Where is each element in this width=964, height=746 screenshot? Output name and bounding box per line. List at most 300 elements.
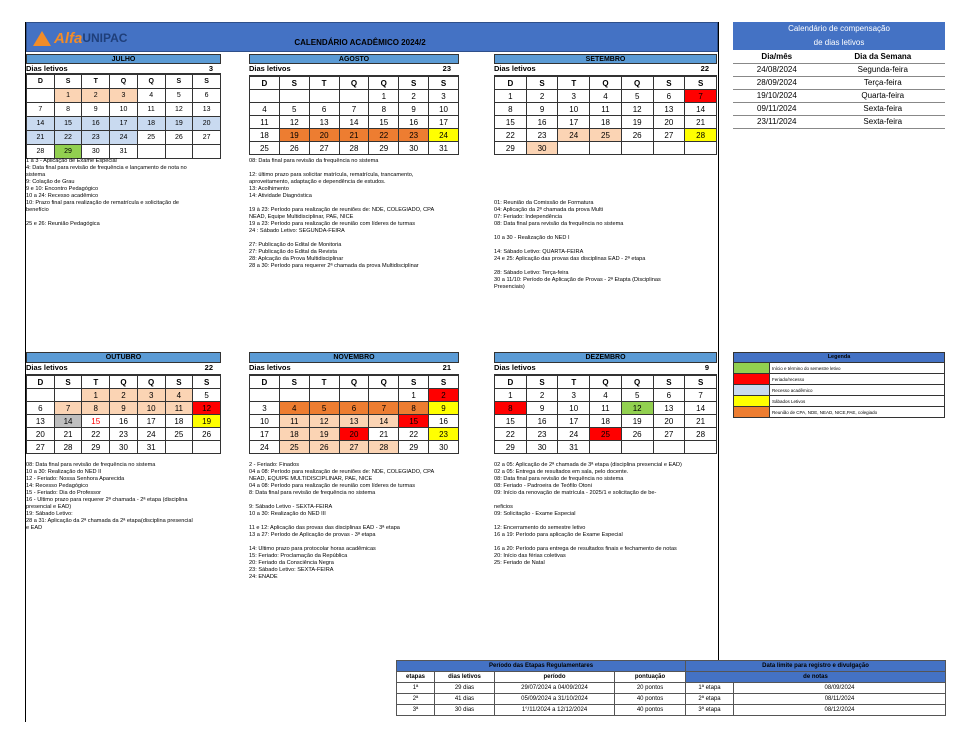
- legenda-swatch: [734, 385, 770, 395]
- calendar-day: 29: [495, 441, 527, 454]
- dias-letivos-count: 3: [208, 64, 213, 73]
- legenda-label: Feriado/recesso: [772, 376, 805, 382]
- calendar-day: [54, 389, 82, 402]
- calendar-day: [590, 142, 622, 155]
- note-line: 01: Reunião da Comissão de Formatura: [494, 200, 594, 206]
- weekday-header: T: [82, 376, 110, 389]
- note-line: 10 a 30 - Realização do NED I: [494, 235, 570, 241]
- calendar-day: 19: [193, 415, 221, 428]
- calendar-day: 16: [399, 116, 429, 129]
- calendar-day: 20: [27, 428, 55, 441]
- calendar-day: [653, 142, 685, 155]
- note-line: 08: Data final para revisão de frequência no sistema: [494, 476, 624, 482]
- month-header-julho: JULHO: [26, 54, 221, 64]
- calendar-day: 21: [685, 415, 717, 428]
- legenda-title: Legenda: [734, 353, 944, 362]
- calendar-day: 1: [82, 389, 110, 402]
- dias-letivos-count: 21: [442, 363, 451, 372]
- calendar-day: 12: [165, 103, 193, 117]
- calendar-day: 27: [193, 131, 221, 145]
- weekday-header: S: [429, 376, 459, 389]
- calendar-day: 1: [399, 389, 429, 402]
- calendar-day: 26: [621, 129, 653, 142]
- note-line: 15: Feriado: Proclamação da República: [249, 553, 348, 559]
- calendar-day: 21: [685, 116, 717, 129]
- calendar-day: 15: [495, 415, 527, 428]
- calendar-day: 15: [399, 415, 429, 428]
- calendar-day: 8: [369, 103, 399, 116]
- calendar-day: 14: [369, 415, 399, 428]
- weekday-header: S: [165, 75, 193, 89]
- calendar-day: 16: [526, 116, 558, 129]
- calendar-day: 8: [54, 103, 82, 117]
- calendar-day: 22: [82, 428, 110, 441]
- note-line: 09: Solicitação - Exame Especial: [494, 511, 576, 517]
- calendar-day: 28: [369, 441, 399, 454]
- note-line: 4: Data final para revisão de frequência e lançamento de nota no: [26, 165, 187, 171]
- periodo-cell: 3ª: [397, 705, 435, 716]
- periodo-cell: 40 pontos: [615, 705, 686, 716]
- periodo-cell: 2ª: [397, 694, 435, 705]
- calendar-day: 5: [621, 389, 653, 402]
- calendar-day: 27: [309, 142, 339, 155]
- note-line: 10 a 30: Realização do NED III: [249, 511, 326, 517]
- calendar-day: 22: [495, 428, 527, 441]
- calendar-day: 20: [653, 116, 685, 129]
- note-line: 11 e 12: Aplicação das provas das disciplinas EAD - 3ª etapa: [249, 525, 400, 531]
- header-band: [26, 22, 718, 52]
- calendar-day: 2: [526, 90, 558, 103]
- calendar-day: 25: [250, 142, 280, 155]
- note-line: 14: Último prazo para protocolar horas acadêmicas: [249, 546, 376, 552]
- calendar-day: 30: [526, 142, 558, 155]
- note-line: 9 e 10: Encontro Pedagógico: [26, 186, 99, 192]
- note-line: 04 a 08: Período para realização de reunião com líderes de turmas: [249, 483, 416, 489]
- right-border: [718, 22, 719, 660]
- periodo-col-header: dias letivos: [435, 672, 495, 683]
- dias-letivos-row-outubro: [26, 363, 221, 375]
- calendar-day: 17: [429, 116, 459, 129]
- weekday-header: S: [399, 77, 429, 90]
- calendar-day: 21: [339, 129, 369, 142]
- periodo-cell: 41 dias: [435, 694, 495, 705]
- note-line: 28: Aplcação da Prova Multidisciplinar: [249, 256, 344, 262]
- weekday-header: Q: [137, 376, 165, 389]
- note-line: 13: Acolhimento: [249, 186, 289, 192]
- legenda-label: Reunião de CPA, NDE, NEAD, NICE,PAE, colegiado: [772, 409, 878, 415]
- compensacao-title-2: de dias letivos: [733, 36, 945, 50]
- calendar-day: [193, 145, 221, 159]
- calendar-day: 5: [165, 89, 193, 103]
- calendar-day: [339, 90, 369, 103]
- weekday-header: S: [685, 77, 717, 90]
- note-line: [494, 193, 717, 200]
- calendar-day: 28: [685, 129, 717, 142]
- note-line: 2 - Feriado: Finados: [249, 462, 300, 468]
- periodo-col-header: período: [495, 672, 615, 683]
- compensacao-col-dia: Dia/mês: [733, 50, 821, 63]
- note-line: 14: Recesso Pedagógico: [26, 483, 89, 489]
- logo-triangle-icon: [33, 31, 51, 46]
- calendar-day: 11: [590, 402, 622, 415]
- note-line: 16 a 20: Período para entrega de resultados finais e fechamento de notas: [494, 546, 677, 552]
- calendar-day: 11: [250, 116, 280, 129]
- calendar-day: 3: [137, 389, 165, 402]
- month-header-setembro: SETEMBRO: [494, 54, 717, 64]
- calendar-day: 18: [250, 129, 280, 142]
- calendar-day: 21: [369, 428, 399, 441]
- compensacao-weekday: Terça-feira: [821, 76, 945, 89]
- note-line: [249, 539, 474, 546]
- calendar-day: 24: [429, 129, 459, 142]
- note-line: 23: Sábado Letivo: SEXTA-FEIRA: [249, 567, 334, 573]
- periodo-cell: 40 pontos: [615, 694, 686, 705]
- legenda-item: [734, 406, 944, 417]
- calendar-day: 15: [82, 415, 110, 428]
- note-line: [494, 497, 717, 504]
- calendar-day: 12: [309, 415, 339, 428]
- calendar-day: [339, 389, 369, 402]
- calendar-day: 19: [279, 129, 309, 142]
- note-line: [494, 228, 717, 235]
- note-line: 27: Publicação do Edital de Monitoria: [249, 242, 342, 248]
- calendar-day: 1: [495, 90, 527, 103]
- dias-letivos-count: 23: [442, 64, 451, 73]
- calendar-day: [309, 90, 339, 103]
- note-line: NEAD, Equipe Multidisciplinar, PAE, NICE: [249, 214, 354, 220]
- weekday-header: T: [309, 77, 339, 90]
- calendar-day: 30: [110, 441, 138, 454]
- weekday-header: S: [653, 77, 685, 90]
- note-line: 28 a 31: Aplicação da 2ª chamada da 2ª etapa(disciplina presencial: [26, 518, 193, 524]
- weekday-header: D: [27, 75, 55, 89]
- calendar-day: 20: [653, 415, 685, 428]
- dias-letivos-label: Dias letivos: [249, 363, 291, 372]
- calendar-setembro: [494, 76, 717, 155]
- note-line: 08: Data final para revisão da frequência no sistema: [494, 221, 624, 227]
- calendar-julho: [26, 74, 221, 159]
- weekday-header: D: [250, 376, 280, 389]
- calendar-day: 12: [193, 402, 221, 415]
- note-line: Presenciais): [494, 284, 525, 290]
- calendar-day: 13: [193, 103, 221, 117]
- weekday-header: Q: [110, 75, 138, 89]
- calendar-day: [590, 441, 622, 454]
- weekday-header: Q: [369, 376, 399, 389]
- calendar-day: 11: [165, 402, 193, 415]
- calendar-day: 8: [82, 402, 110, 415]
- compensacao-date: 24/08/2024: [733, 63, 821, 76]
- note-line: 09: Início da renovação de matrícula - 2025/1 e solicitação de be-: [494, 490, 657, 496]
- weekday-header: T: [309, 376, 339, 389]
- note-line: 02 a 05: Entrega de resultados em sala, pelo docente.: [494, 469, 629, 475]
- calendar-day: 28: [685, 428, 717, 441]
- dias-letivos-row-agosto: [249, 64, 459, 76]
- notas-limite-table: [685, 660, 946, 716]
- calendar-day: 3: [558, 90, 590, 103]
- calendar-day: [137, 145, 165, 159]
- note-line: 20: Feriado da Consciência Negra: [249, 560, 334, 566]
- legenda-swatch: [734, 396, 770, 406]
- calendar-day: 2: [526, 389, 558, 402]
- weekday-header: S: [526, 376, 558, 389]
- dias-letivos-count: 22: [700, 64, 709, 73]
- calendar-day: 8: [495, 402, 527, 415]
- calendar-day: 31: [137, 441, 165, 454]
- calendar-day: 19: [309, 428, 339, 441]
- note-line: 9: Sábado Letivo - SEXTA-FEIRA: [249, 504, 333, 510]
- calendar-day: 25: [590, 428, 622, 441]
- calendar-agosto: [249, 76, 459, 155]
- calendar-day: 10: [110, 103, 138, 117]
- note-line: [249, 497, 474, 504]
- left-border: [25, 22, 26, 722]
- note-line: 8: Data final para revisão de frequência no sistema: [249, 490, 376, 496]
- calendar-day: 4: [590, 90, 622, 103]
- notes-outubro: [26, 462, 251, 532]
- calendar-day: 24: [250, 441, 280, 454]
- calendar-day: 23: [399, 129, 429, 142]
- note-line: 12: último prazo para solicitar matrícula, rematrícula, trancamento,: [249, 172, 414, 178]
- calendar-day: 29: [54, 145, 82, 159]
- note-line: 28 a 30: Período para requerer 2ª chamada da prova Multidisciplinar: [249, 263, 419, 269]
- dias-letivos-label: Dias letivos: [26, 64, 68, 73]
- compensacao-date: 28/09/2024: [733, 76, 821, 89]
- calendar-day: 23: [110, 428, 138, 441]
- compensacao-panel: [733, 22, 945, 129]
- note-line: 07: Feriado: Independência: [494, 214, 563, 220]
- month-header-novembro: NOVEMBRO: [249, 352, 459, 363]
- calendar-day: 31: [558, 441, 590, 454]
- note-line: 28: Sábado Letivo: Terça-feira: [494, 270, 569, 276]
- periodo-title: Período das Etapas Regulamentares: [397, 661, 686, 672]
- logo-unipac: UNIPAC: [82, 31, 128, 45]
- page-title: CALENDÁRIO ACADÊMICO 2024/2: [294, 38, 426, 47]
- notas-limite-title-2: de notas: [686, 672, 946, 683]
- weekday-header: T: [558, 376, 590, 389]
- calendar-day: 14: [685, 402, 717, 415]
- calendar-day: [279, 389, 309, 402]
- weekday-header: T: [82, 75, 110, 89]
- calendar-day: 17: [137, 415, 165, 428]
- calendar-day: 22: [495, 129, 527, 142]
- calendar-day: 9: [526, 103, 558, 116]
- note-line: [249, 235, 474, 242]
- calendar-day: 19: [621, 415, 653, 428]
- calendar-day: 13: [653, 103, 685, 116]
- calendar-day: 24: [558, 129, 590, 142]
- calendar-day: 26: [165, 131, 193, 145]
- calendar-day: 4: [137, 89, 165, 103]
- legenda-item: [734, 384, 944, 395]
- month-header-outubro: OUTUBRO: [26, 352, 221, 363]
- dias-letivos-row-julho: [26, 64, 221, 74]
- note-line: [249, 518, 474, 525]
- note-line: 24 e 25: Aplicação das provas das disciplinas EAD - 2ª etapa: [494, 256, 646, 262]
- calendar-day: 4: [165, 389, 193, 402]
- calendar-day: 7: [369, 402, 399, 415]
- calendar-day: 13: [27, 415, 55, 428]
- calendar-day: 10: [137, 402, 165, 415]
- calendar-day: 28: [54, 441, 82, 454]
- periodo-col-header: etapas: [397, 672, 435, 683]
- note-line: 19 à 23: Período para realização de reuniões de: NDE, COLEGIADO, CPA: [249, 207, 435, 213]
- calendar-day: 15: [495, 116, 527, 129]
- calendar-day: 7: [27, 103, 55, 117]
- legenda-label: Início e término do semestre letivo: [772, 365, 841, 371]
- calendar-day: [165, 145, 193, 159]
- note-line: 15 - Feriado: Dia do Professor: [26, 490, 101, 496]
- weekday-header: Q: [369, 77, 399, 90]
- calendar-day: 6: [653, 90, 685, 103]
- weekday-header: S: [193, 376, 221, 389]
- calendar-day: 22: [369, 129, 399, 142]
- calendar-day: 10: [558, 402, 590, 415]
- note-line: 14: Sábado Letivo: QUARTA-FEIRA: [494, 249, 584, 255]
- calendar-day: 14: [339, 116, 369, 129]
- notas-limite-cell: 1ª etapa: [686, 683, 734, 694]
- note-line: [26, 214, 251, 221]
- calendar-day: 30: [429, 441, 459, 454]
- legenda-item: [734, 362, 944, 373]
- notas-limite-cell: 08/09/2024: [734, 683, 946, 694]
- notas-limite-cell: 3ª etapa: [686, 705, 734, 716]
- calendar-day: 9: [110, 402, 138, 415]
- calendar-day: 23: [526, 428, 558, 441]
- calendar-day: 18: [165, 415, 193, 428]
- calendar-day: 13: [309, 116, 339, 129]
- calendar-day: [685, 441, 717, 454]
- calendar-day: 27: [27, 441, 55, 454]
- month-header-agosto: AGOSTO: [249, 54, 459, 64]
- note-line: [494, 242, 717, 249]
- legenda-swatch: [734, 407, 770, 417]
- periodo-table: [396, 660, 686, 716]
- calendar-day: 24: [110, 131, 138, 145]
- month-header-dezembro: DEZEMBRO: [494, 352, 717, 363]
- calendar-day: 29: [495, 142, 527, 155]
- calendar-day: 1: [495, 389, 527, 402]
- calendar-day: 6: [653, 389, 685, 402]
- note-line: 04: Aplicação da 2ª chamada da prova Multi: [494, 207, 604, 213]
- calendar-day: 9: [82, 103, 110, 117]
- calendar-day: 5: [193, 389, 221, 402]
- calendar-day: 21: [54, 428, 82, 441]
- calendar-day: 11: [137, 103, 165, 117]
- note-line: [494, 186, 717, 193]
- weekday-header: Q: [339, 376, 369, 389]
- calendar-day: 2: [429, 389, 459, 402]
- calendar-day: [653, 441, 685, 454]
- calendar-day: [250, 90, 280, 103]
- calendar-day: [27, 89, 55, 103]
- legenda-label: Sábados Letivos: [772, 398, 806, 404]
- dias-letivos-row-setembro: [494, 64, 717, 76]
- calendar-day: 23: [82, 131, 110, 145]
- legenda-swatch: [734, 374, 770, 384]
- calendar-day: 31: [429, 142, 459, 155]
- calendar-day: [621, 142, 653, 155]
- calendar-day: 14: [54, 415, 82, 428]
- calendar-day: 12: [279, 116, 309, 129]
- calendar-day: 20: [193, 117, 221, 131]
- legenda-swatch: [734, 363, 770, 373]
- calendar-day: 19: [621, 116, 653, 129]
- calendar-day: 18: [590, 116, 622, 129]
- calendar-day: 7: [685, 389, 717, 402]
- calendar-day: 19: [165, 117, 193, 131]
- calendar-day: 4: [250, 103, 280, 116]
- calendar-day: [621, 441, 653, 454]
- note-line: 08: Data final para revisão de frequência no sistema: [26, 462, 156, 468]
- periodo-cell: 29 dias: [435, 683, 495, 694]
- legenda-label: Recesso acadêmico: [772, 387, 813, 393]
- note-line: [249, 200, 474, 207]
- calendar-day: [369, 389, 399, 402]
- calendar-day: 7: [54, 402, 82, 415]
- dias-letivos-row-novembro: [249, 363, 459, 375]
- note-line: 12 - Feriado: Nossa Senhora Aparecida: [26, 476, 125, 482]
- note-line: 27: Publicação do Edital da Revista: [249, 249, 338, 255]
- weekday-header: D: [27, 376, 55, 389]
- compensacao-weekday: Sexta-feira: [821, 102, 945, 115]
- notes-novembro: [249, 462, 474, 581]
- periodo-cell: 1°/11/2024 a 12/12/2024: [495, 705, 615, 716]
- notas-limite-title-1: Data limite para registro e divulgação: [686, 661, 946, 672]
- notas-limite-cell: 08/11/2024: [734, 694, 946, 705]
- calendar-day: 27: [653, 129, 685, 142]
- weekday-header: D: [250, 77, 280, 90]
- calendar-day: 27: [339, 441, 369, 454]
- note-line: 16 - Último prazo para requerer 2ª chamada - 2ª etapa (disciplina: [26, 497, 188, 503]
- note-line: 24 : Sábado Letivo: SEGUNDA-FEIRA: [249, 228, 345, 234]
- calendar-day: 26: [621, 428, 653, 441]
- calendar-day: 14: [685, 103, 717, 116]
- calendar-day: 17: [558, 415, 590, 428]
- calendar-day: [309, 389, 339, 402]
- weekday-header: S: [429, 77, 459, 90]
- calendar-day: 18: [279, 428, 309, 441]
- calendar-day: 6: [193, 89, 221, 103]
- calendar-day: 28: [27, 145, 55, 159]
- weekday-header: S: [54, 75, 82, 89]
- note-line: [494, 263, 717, 270]
- calendar-day: 29: [82, 441, 110, 454]
- weekday-header: S: [653, 376, 685, 389]
- calendar-day: 18: [137, 117, 165, 131]
- calendar-day: 17: [110, 117, 138, 131]
- weekday-header: Q: [339, 77, 369, 90]
- note-line: 25 e 26: Reunião Pedagógica: [26, 221, 100, 227]
- calendar-day: 12: [621, 402, 653, 415]
- periodo-cell: 30 dias: [435, 705, 495, 716]
- note-line: 30 a 11/10: Período de Aplicação de Provas - 2ª Etapta (Disciplinas: [494, 277, 661, 283]
- calendar-day: 3: [110, 89, 138, 103]
- calendar-day: 26: [309, 441, 339, 454]
- calendar-day: 10: [250, 415, 280, 428]
- calendar-day: 16: [429, 415, 459, 428]
- weekday-header: S: [193, 75, 221, 89]
- periodo-col-header: pontuação: [615, 672, 686, 683]
- calendar-day: [558, 142, 590, 155]
- calendar-day: 13: [339, 415, 369, 428]
- periodo-cell: 1ª: [397, 683, 435, 694]
- dias-letivos-label: Dias letivos: [494, 363, 536, 372]
- calendar-day: 30: [82, 145, 110, 159]
- weekday-header: S: [399, 376, 429, 389]
- calendar-day: 30: [526, 441, 558, 454]
- calendar-novembro: [249, 375, 459, 454]
